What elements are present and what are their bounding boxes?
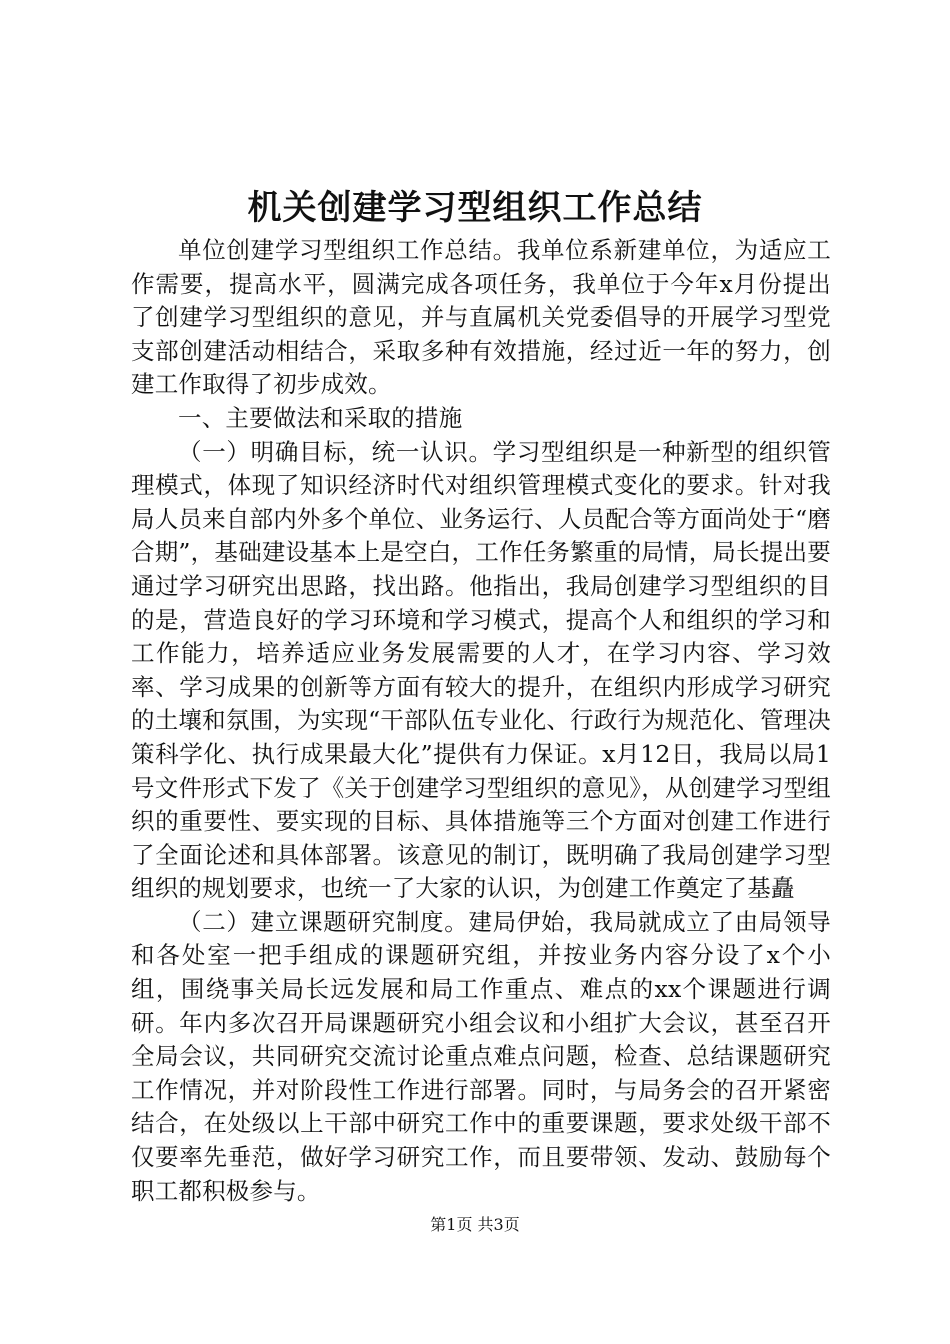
document-body: [131, 234, 831, 1208]
document-title: 机关创建学习型组织工作总结: [247, 188, 703, 228]
subsection-paragraph-1: （一）明确目标，统一认识。学习型组织是一种新型的组织管理模式，体现了知识经济时代对组织管理模式变化的要求。针对我局人员来自部内外多个单位、业务运行、人员配合等方面尚处于“磨合期”，基础建设基本上是空白，工作任务繁重的局情，局长提出要通过学习研究出思路，找出路。他指出，我局创建学习型组织的目的是，营造良好的学习环境和学习模式，提高个人和组织的学习和工作能力，培养适应业务发展需要的人才，在学习内容、学习效率、学习成果的创新等方面有较大的提升，在组织内形成学习研究的土壤和氛围，为实现“干部队伍专业化、行政行为规范化、管理决策科学化、执行成果最大化”提供有力保证。x月12日，我局以局1号文件形式下发了《关于创建学习型组织的意见》，从创建学习型组织的重要性、要实现的目标、具体措施等三个方面对创建工作进行了全面论述和具体部署。该意见的制订，既明确了我局创建学习型组织的规划要求，也统一了大家的认识，为创建工作奠定了基矗: [131, 437, 831, 903]
intro-paragraph: 单位创建学习型组织工作总结。我单位系新建单位，为适应工作需要，提高水平，圆满完成各项任务，我单位于今年x月份提出了创建学习型组织的意见，并与直属机关党委倡导的开展学习型党支部创建活动相结合，采取多种有效措施，经过近一年的努力，创建工作取得了初步成效。: [131, 236, 831, 399]
subsection-paragraph-2: （二）建立课题研究制度。建局伊始，我局就成立了由局领导和各处室一把手组成的课题研究组，并按业务内容分设了x个小组，围绕事关局长远发展和局工作重点、难点的xx个课题进行调研。年内多次召开局课题研究小组会议和小组扩大会议，甚至召开全局会议，共同研究交流讨论重点难点问题，检查、总结课题研究工作情况，并对阶段性工作进行部署。同时，与局务会的召开紧密结合，在处级以上干部中研究工作中的重要课题，要求处级干部不仅要率先垂范，做好学习研究工作，而且要带领、发动、鼓励每个职工都积极参与。: [131, 907, 831, 1205]
page-number-footer: 第1页 共3页: [430, 1215, 520, 1234]
section-heading: 一、主要做法和采取的措施: [178, 403, 463, 432]
